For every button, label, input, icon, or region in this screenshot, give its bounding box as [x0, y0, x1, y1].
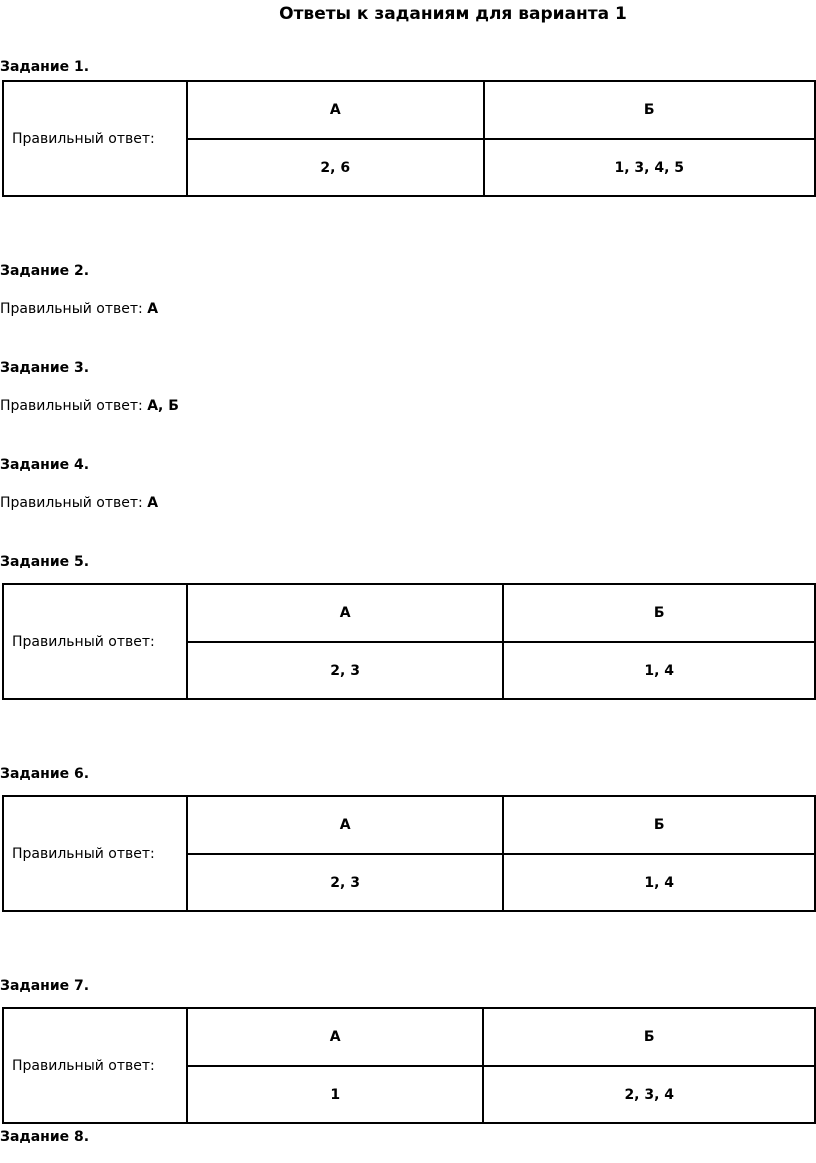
task-2-answer	[0, 300, 158, 318]
answer-value-b: 1, 4	[503, 642, 815, 699]
answer-value: А	[147, 495, 159, 511]
answer-label: Правильный ответ:	[3, 81, 187, 196]
column-header-a: А	[187, 584, 503, 642]
task-1-answer-table	[2, 80, 816, 197]
answer-label: Правильный ответ:	[0, 495, 143, 511]
task-5-answer-table	[2, 583, 816, 700]
answer-value-a: 2, 3	[187, 642, 503, 699]
page-title: Ответы к заданиям для варианта 1	[279, 4, 627, 24]
answer-value-b: 1, 3, 4, 5	[484, 139, 815, 196]
task-7-answer-table	[2, 1007, 816, 1124]
task-8-heading: Задание 8.	[0, 1129, 90, 1145]
column-header-a: А	[187, 81, 484, 139]
answer-value-a: 2, 6	[187, 139, 484, 196]
column-header-b: Б	[503, 796, 815, 854]
task-4-heading: Задание 4.	[0, 457, 90, 473]
task-3-heading: Задание 3.	[0, 360, 90, 376]
task-7-heading: Задание 7.	[0, 978, 90, 994]
answer-value: А	[147, 301, 159, 317]
answer-value: А, Б	[147, 398, 179, 414]
task-5-heading: Задание 5.	[0, 554, 90, 570]
task-4-answer	[0, 494, 158, 512]
answer-value-a: 1	[187, 1066, 484, 1123]
column-header-b: Б	[484, 81, 815, 139]
task-1-heading: Задание 1.	[0, 59, 90, 75]
answer-label: Правильный ответ:	[3, 584, 187, 699]
answer-value-a: 2, 3	[187, 854, 503, 911]
answer-label: Правильный ответ:	[3, 1008, 187, 1123]
task-3-answer	[0, 397, 179, 415]
answer-value-b: 2, 3, 4	[483, 1066, 815, 1123]
column-header-a: А	[187, 796, 503, 854]
task-6-heading: Задание 6.	[0, 766, 90, 782]
answer-label: Правильный ответ:	[0, 301, 143, 317]
task-2-heading: Задание 2.	[0, 263, 90, 279]
answer-label: Правильный ответ:	[3, 796, 187, 911]
column-header-a: А	[187, 1008, 484, 1066]
task-6-answer-table	[2, 795, 816, 912]
column-header-b: Б	[483, 1008, 815, 1066]
answer-value-b: 1, 4	[503, 854, 815, 911]
column-header-b: Б	[503, 584, 815, 642]
answer-label: Правильный ответ:	[0, 398, 143, 414]
